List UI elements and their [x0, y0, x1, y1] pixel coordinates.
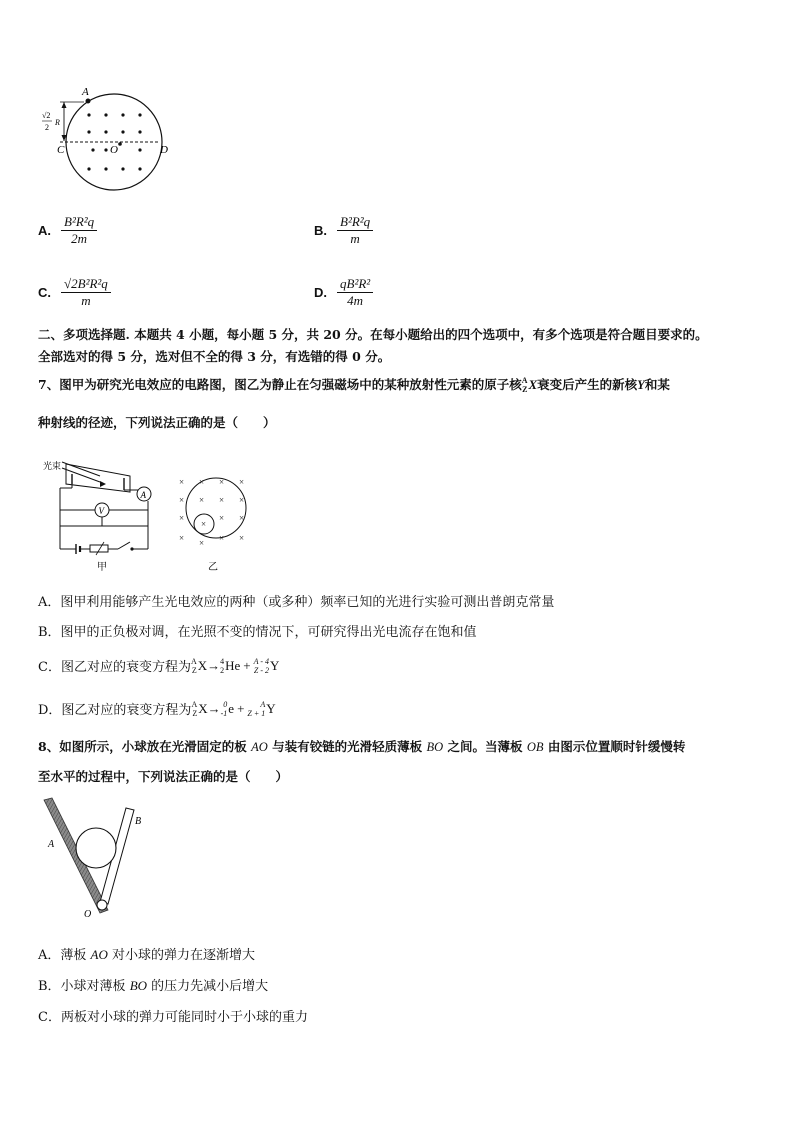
- q7-stem-line1: [38, 376, 670, 394]
- particle-charge: 2: [220, 665, 225, 675]
- q8-stem-a: 8、如图所示，小球放在光滑固定的板: [38, 739, 252, 754]
- opt-b-suffix: 的压力先减小后增大: [147, 979, 269, 994]
- denominator: 4m: [347, 293, 364, 308]
- nuclide-mass: A: [521, 376, 528, 385]
- svg-text:×: ×: [239, 495, 245, 505]
- denominator: m: [350, 231, 360, 246]
- q6-option-c: [38, 276, 111, 309]
- q8-bo: BO: [426, 740, 444, 754]
- y-symbol: Y: [270, 657, 280, 673]
- x-charge: Z: [191, 665, 197, 675]
- y-mass: A: [260, 699, 266, 709]
- q8-ao: AO: [251, 740, 268, 754]
- decay-equation-c: [191, 657, 279, 675]
- svg-text:×: ×: [179, 533, 185, 543]
- svg-text:×: ×: [219, 533, 225, 543]
- q6-option-b: [314, 214, 373, 247]
- option-label: A.: [38, 223, 51, 238]
- magnetic-field-circle-figure: [38, 82, 178, 194]
- q8-stem-line2: 至水平的过程中，下列说法正确的是（ ）: [38, 769, 289, 784]
- q8-ob: OB: [526, 740, 544, 754]
- svg-text:×: ×: [199, 538, 205, 548]
- q8-option-a: [38, 946, 255, 965]
- option-fraction: [337, 214, 373, 247]
- option-label: D.: [314, 285, 327, 300]
- svg-text:×: ×: [179, 495, 185, 505]
- plus: +: [237, 700, 245, 716]
- denominator: 2m: [71, 231, 88, 246]
- option-label: B.: [314, 223, 327, 238]
- label-D: D: [160, 144, 168, 156]
- ball-between-boards-figure: [40, 796, 160, 926]
- label-O: O: [84, 909, 92, 920]
- svg-text:×: ×: [239, 513, 245, 523]
- ammeter-label: A: [140, 490, 146, 500]
- particle-mass: 0: [223, 699, 228, 709]
- q6-option-a: [38, 214, 97, 247]
- caption-jia: 甲: [97, 562, 107, 573]
- label-A: A: [82, 86, 89, 98]
- particle-symbol: e: [228, 700, 235, 716]
- svg-text:×: ×: [199, 477, 205, 487]
- svg-text:×: ×: [239, 533, 245, 543]
- numerator: qB²R²: [337, 276, 373, 293]
- q8-stem-c: 之间。当薄板: [443, 739, 527, 754]
- opt-a-ao: AO: [90, 947, 108, 962]
- svg-text:×: ×: [239, 477, 245, 487]
- arrow: →: [207, 700, 221, 716]
- x-symbol: X: [198, 700, 208, 716]
- q6-option-d: [314, 276, 373, 309]
- opt-a-suffix: 对小球的弹力在逐渐增大: [107, 948, 256, 963]
- voltmeter-label: V: [98, 506, 104, 516]
- y-charge: Z + 1: [247, 708, 266, 718]
- x-mass: A: [190, 656, 197, 666]
- y-symbol: Y: [266, 700, 276, 716]
- q8-stem-d: 由图示位置顺时针缓慢转: [543, 739, 686, 754]
- light-beam-label: 光束: [43, 461, 62, 471]
- q7-option-c: [38, 656, 279, 675]
- q7-stem-y: Y: [637, 378, 645, 392]
- denominator: m: [81, 293, 91, 308]
- q8-stem-line1: [38, 738, 685, 756]
- q7-stem-part3: 和某: [644, 377, 670, 392]
- label-A: A: [48, 839, 55, 850]
- svg-text:×: ×: [199, 495, 205, 505]
- dim-R: R: [55, 118, 60, 127]
- x-mass: A: [191, 699, 198, 709]
- numerator: B²R²q: [337, 214, 373, 231]
- nuclide-symbol: X: [528, 377, 538, 392]
- option-fraction: [61, 276, 111, 309]
- q7-stem-line2: 种射线的径迹，下列说法正确的是（ ）: [38, 415, 276, 430]
- particle-charge: -1: [220, 708, 228, 718]
- option-d-text: D．图乙对应的衰变方程为: [38, 703, 192, 718]
- q7-option-b: B．图甲的正负极对调，在光照不变的情况下，可研究得出光电流存在饱和值: [38, 625, 477, 640]
- x-charge: Z: [192, 708, 198, 718]
- opt-b-prefix: B．小球对薄板: [38, 979, 130, 994]
- opt-a-prefix: A．薄板: [38, 948, 91, 963]
- decay-equation-d: [191, 700, 275, 718]
- label-C: C: [57, 144, 65, 156]
- particle-mass: 4: [220, 656, 225, 666]
- q8-option-b: [38, 977, 268, 996]
- q8-option-c: C．两板对小球的弹力可能同时小于小球的重力: [38, 1010, 308, 1025]
- opt-b-bo: BO: [129, 978, 148, 993]
- q7-stem-part2: 衰变后产生的新核: [537, 377, 638, 392]
- arrow: →: [207, 657, 221, 673]
- q7-stem-part1: 7、图甲为研究光电效应的电路图，图乙为静止在匀强磁场中的某种放射性元素的原子核: [38, 377, 522, 392]
- section2-line1: 二、多项选择题. 本题共 4 小题，每小题 5 分，共 20 分。在每小题给出的四个选项中，有多个选项是符合题目要求的。: [38, 327, 708, 342]
- numerator: B²R²q: [61, 214, 97, 231]
- option-fraction: [61, 214, 97, 247]
- q7-nuclide: [522, 376, 537, 394]
- plus: +: [243, 657, 251, 673]
- svg-text:×: ×: [179, 513, 185, 523]
- x-symbol: X: [197, 657, 208, 673]
- dim-den: 2: [45, 123, 49, 132]
- y-charge: Z - 2: [253, 665, 270, 675]
- option-c-text: C．图乙对应的衰变方程为: [38, 660, 191, 675]
- dim-num: √2: [42, 111, 51, 120]
- decay-tracks-figure: [170, 468, 256, 576]
- q7-option-d: [38, 699, 276, 718]
- label-B: B: [135, 816, 142, 827]
- q8-stem-b: 与装有铰链的光滑轻质薄板: [267, 739, 427, 754]
- numerator: √2B²R²q: [61, 276, 111, 293]
- caption-yi: 乙: [208, 562, 218, 573]
- svg-text:×: ×: [219, 477, 225, 487]
- svg-text:×: ×: [201, 519, 207, 529]
- svg-text:×: ×: [179, 477, 185, 487]
- option-label: C.: [38, 285, 51, 300]
- label-O: O: [110, 144, 118, 156]
- section2-line2: 全部选对的得 5 分，选对但不全的得 3 分，有选错的得 0 分。: [38, 349, 391, 364]
- photoelectric-circuit-figure: [40, 454, 160, 574]
- q7-option-a: A．图甲利用能够产生光电效应的两种（或多种）频率已知的光进行实验可测出普朗克常量: [38, 595, 555, 610]
- y-mass: A - 4: [253, 656, 270, 666]
- svg-text:×: ×: [219, 495, 225, 505]
- option-fraction: [337, 276, 373, 309]
- nuclide-charge: Z: [522, 385, 528, 394]
- particle-symbol: He: [225, 657, 241, 673]
- svg-text:×: ×: [219, 513, 225, 523]
